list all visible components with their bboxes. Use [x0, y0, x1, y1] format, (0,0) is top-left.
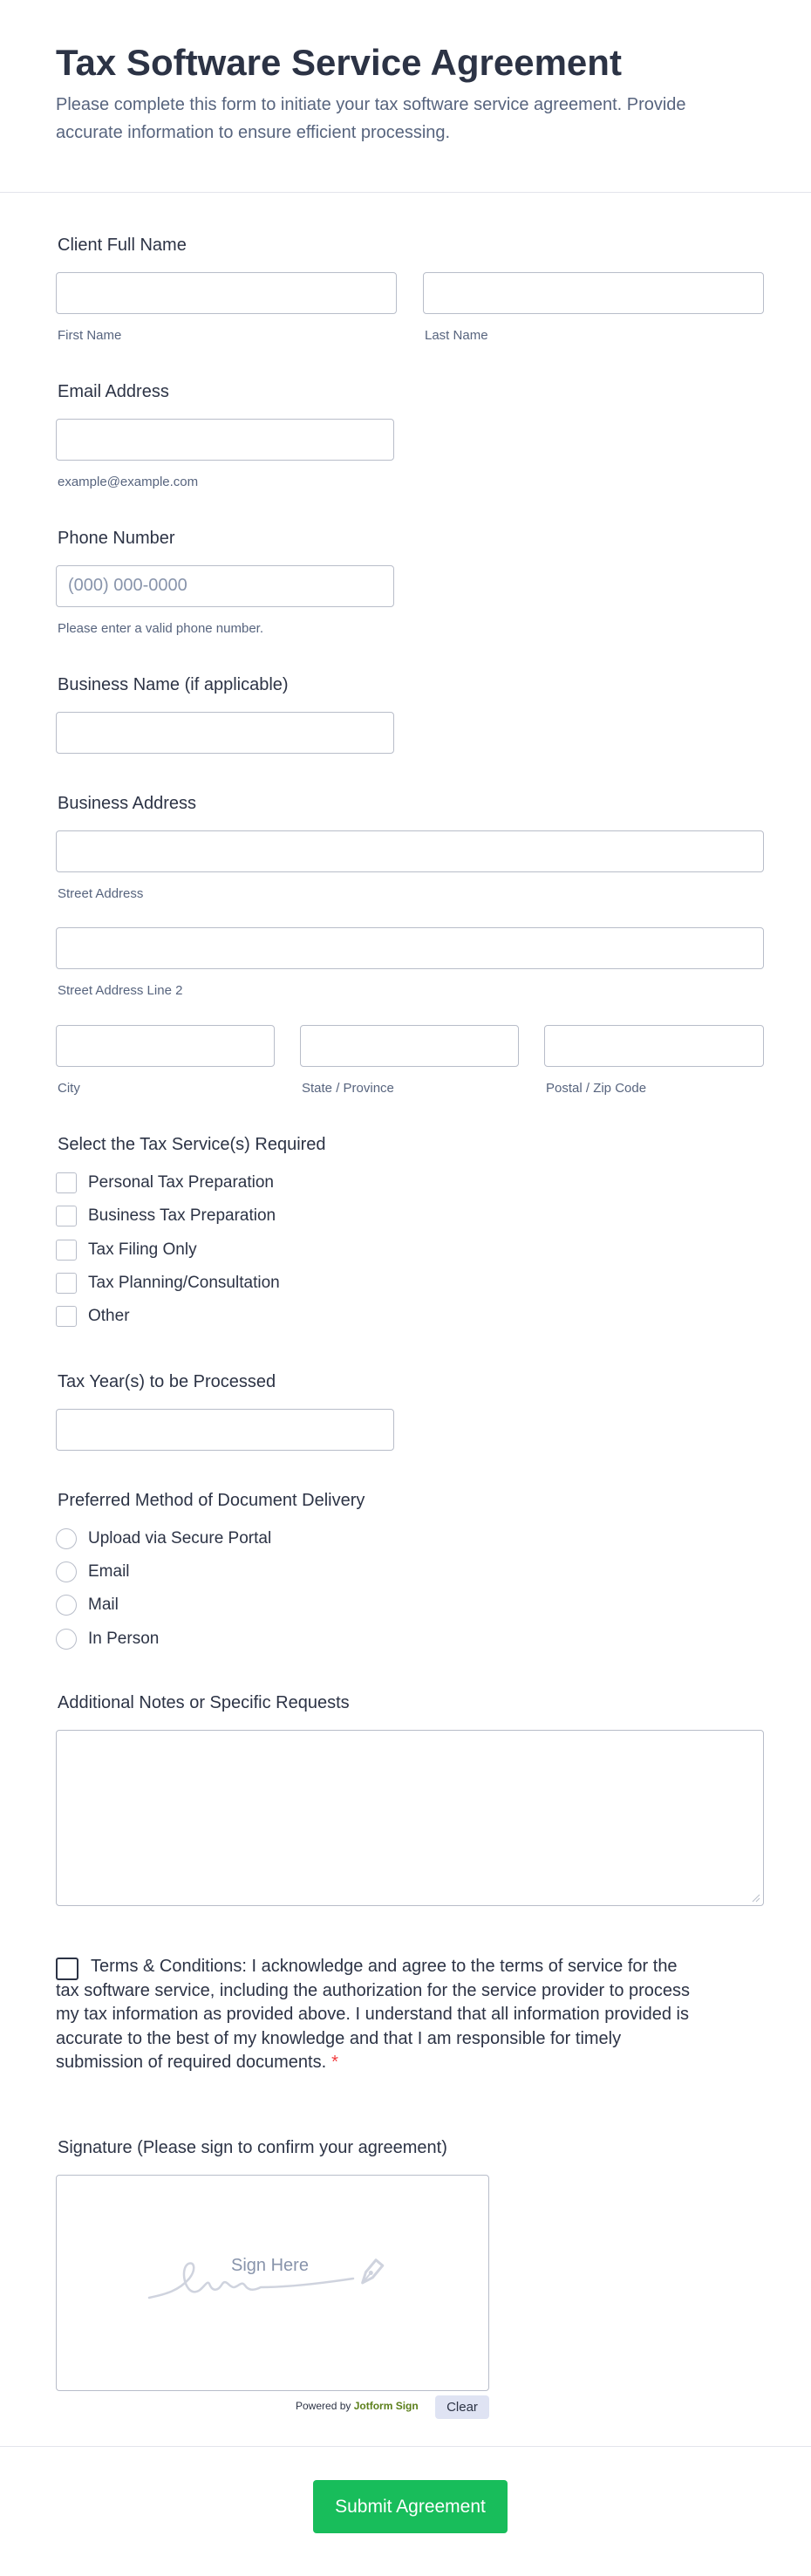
resize-grip-icon[interactable]	[752, 1894, 760, 1903]
email-sublabel: example@example.com	[58, 475, 199, 489]
checkbox-box[interactable]	[56, 1172, 77, 1193]
tax-services-label: Select the Tax Service(s) Required	[58, 1135, 326, 1154]
postal-code-sublabel: Postal / Zip Code	[546, 1081, 647, 1096]
signature-label: Signature (Please sign to confirm your agreement)	[58, 2138, 447, 2157]
checkbox-label: Business Tax Preparation	[88, 1206, 276, 1225]
clear-signature-button[interactable]: Clear	[435, 2395, 489, 2419]
first-name-sublabel: First Name	[58, 328, 122, 343]
email-input[interactable]	[56, 419, 394, 461]
radio-label: Email	[88, 1562, 130, 1581]
radio-label: Upload via Secure Portal	[88, 1529, 272, 1548]
phone-label: Phone Number	[58, 529, 175, 548]
delivery-method-label: Preferred Method of Document Delivery	[58, 1491, 365, 1510]
business-address-label: Business Address	[58, 794, 196, 813]
client-name-label: Client Full Name	[58, 236, 187, 255]
radio-circle[interactable]	[56, 1528, 77, 1549]
state-sublabel: State / Province	[302, 1081, 394, 1096]
radio-circle[interactable]	[56, 1561, 77, 1582]
checkbox-box[interactable]	[56, 1240, 77, 1261]
last-name-sublabel: Last Name	[425, 328, 488, 343]
city-sublabel: City	[58, 1081, 80, 1096]
signature-scribble-icon	[57, 2176, 490, 2392]
jotform-sign-link[interactable]: Jotform Sign	[353, 2400, 419, 2412]
radio-circle[interactable]	[56, 1595, 77, 1616]
checkbox-box[interactable]	[56, 1206, 77, 1227]
last-name-input[interactable]	[423, 272, 764, 314]
form-title: Tax Software Service Agreement	[56, 42, 622, 83]
street-address-line2-input[interactable]	[56, 927, 764, 969]
powered-by-prefix: Powered by	[296, 2400, 351, 2412]
form-subtitle: Please complete this form to initiate your tax software service agreement. Provide accurate information to ensure efficient processing.	[56, 95, 686, 142]
checkbox-label: Other	[88, 1307, 130, 1325]
form-header	[0, 0, 811, 193]
checkbox-box[interactable]	[56, 1306, 77, 1327]
phone-sublabel: Please enter a valid phone number.	[58, 621, 263, 636]
street-address-input[interactable]	[56, 830, 764, 872]
radio-label: In Person	[88, 1630, 160, 1648]
checkbox-label: Tax Filing Only	[88, 1240, 197, 1259]
signature-placeholder: Sign Here	[231, 2256, 309, 2275]
submit-button[interactable]: Submit Agreement	[313, 2480, 508, 2533]
terms-text	[56, 1955, 701, 2075]
email-label: Email Address	[58, 382, 169, 401]
signature-pad[interactable]	[56, 2175, 489, 2391]
pen-nib-icon	[351, 2256, 388, 2292]
notes-label: Additional Notes or Specific Requests	[58, 1693, 350, 1712]
checkbox-label: Personal Tax Preparation	[88, 1173, 274, 1192]
business-name-label: Business Name (if applicable)	[58, 675, 289, 694]
radio-circle[interactable]	[56, 1629, 77, 1650]
radio-label: Mail	[88, 1595, 119, 1614]
powered-by	[296, 2400, 419, 2412]
notes-textarea[interactable]	[56, 1730, 764, 1906]
city-input[interactable]	[56, 1025, 275, 1067]
tax-years-input[interactable]	[56, 1409, 394, 1451]
first-name-input[interactable]	[56, 272, 397, 314]
tax-years-label: Tax Year(s) to be Processed	[58, 1372, 276, 1391]
state-input[interactable]	[300, 1025, 519, 1067]
phone-placeholder: (000) 000-0000	[68, 576, 187, 595]
street-address-line2-sublabel: Street Address Line 2	[58, 983, 183, 998]
phone-input[interactable]	[56, 565, 394, 607]
required-marker: *	[331, 2053, 338, 2072]
checkbox-label: Tax Planning/Consultation	[88, 1274, 280, 1292]
form-footer	[0, 2446, 811, 2576]
terms-label: Terms & Conditions: I acknowledge and agree to the terms of service for the tax software service, including the authorization for the service provider to process my tax information as provided above. I understand that all information provided is accurate to the best of my knowledge and that I am responsible for timely submission of required documents.	[56, 1957, 691, 2072]
postal-code-input[interactable]	[544, 1025, 764, 1067]
checkbox-box[interactable]	[56, 1273, 77, 1294]
street-address-sublabel: Street Address	[58, 886, 144, 901]
business-name-input[interactable]	[56, 712, 394, 754]
